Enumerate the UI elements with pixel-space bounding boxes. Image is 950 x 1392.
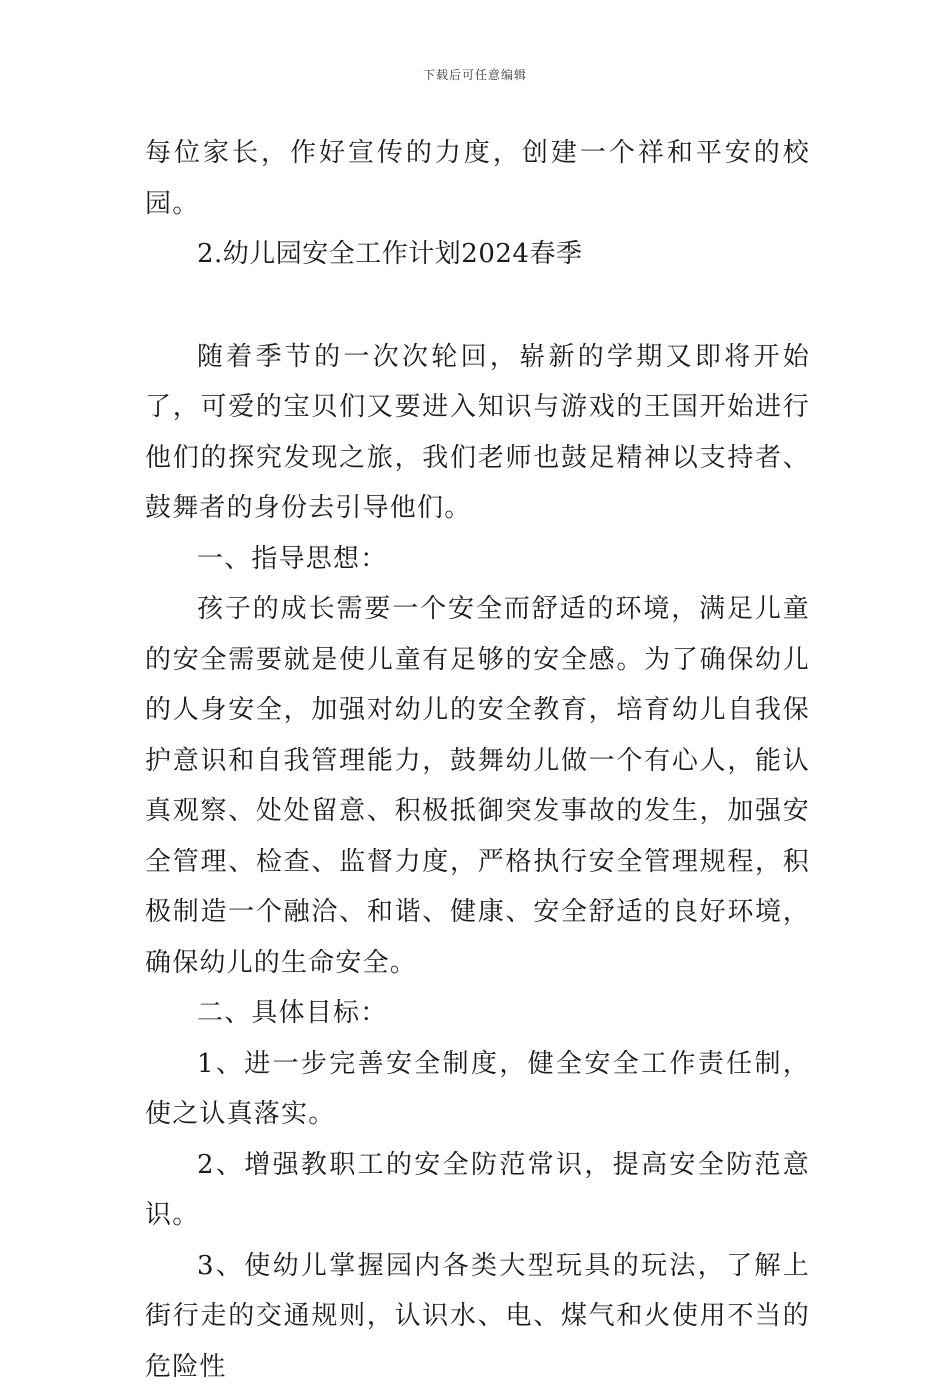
paragraph-introduction: 随着季节的一次次轮回，崭新的学期又即将开始了，可爱的宝贝们又要进入知识与游戏的王国开始进行他们的探究发现之旅，我们老师也鼓足精神以支持者、鼓舞者的身份去引导他们。: [145, 332, 810, 534]
goal-item-2: 2、增强教职工的安全防范常识，提高安全防范意识。: [145, 1140, 810, 1241]
blank-line: [145, 280, 810, 332]
paragraph-closing-sentence: 每位家长，作好宣传的力度，创建一个祥和平安的校园。: [145, 128, 810, 229]
section-heading-safety-plan: 2.幼儿园安全工作计划2024春季: [145, 229, 810, 280]
paragraph-guiding-ideology: 孩子的成长需要一个安全而舒适的环境，满足儿童的安全需要就是使儿童有足够的安全感。为了确保幼儿的人身安全，加强对幼儿的安全教育，培育幼儿自我保护意识和自我管理能力，鼓舞幼儿做一个有心人，能认真观察、处处留意、积极抵御突发事故的发生，加强安全管理、检查、监督力度，严格执行安全管理规程，积极制造一个融洽、和谐、健康、安全舒适的良好环境，确保幼儿的生命安全。: [145, 584, 810, 988]
page-header-note: 下载后可任意编辑: [0, 66, 950, 83]
goal-item-3: 3、使幼儿掌握园内各类大型玩具的玩法，了解上街行走的交通规则，认识水、电、煤气和火使用不当的危险性: [145, 1241, 810, 1392]
document-body: [145, 128, 810, 1392]
goal-item-1: 1、进一步完善安全制度，健全安全工作责任制，使之认真落实。: [145, 1039, 810, 1140]
heading-guiding-ideology: 一、指导思想：: [145, 534, 810, 585]
heading-specific-goals: 二、具体目标：: [145, 988, 810, 1039]
